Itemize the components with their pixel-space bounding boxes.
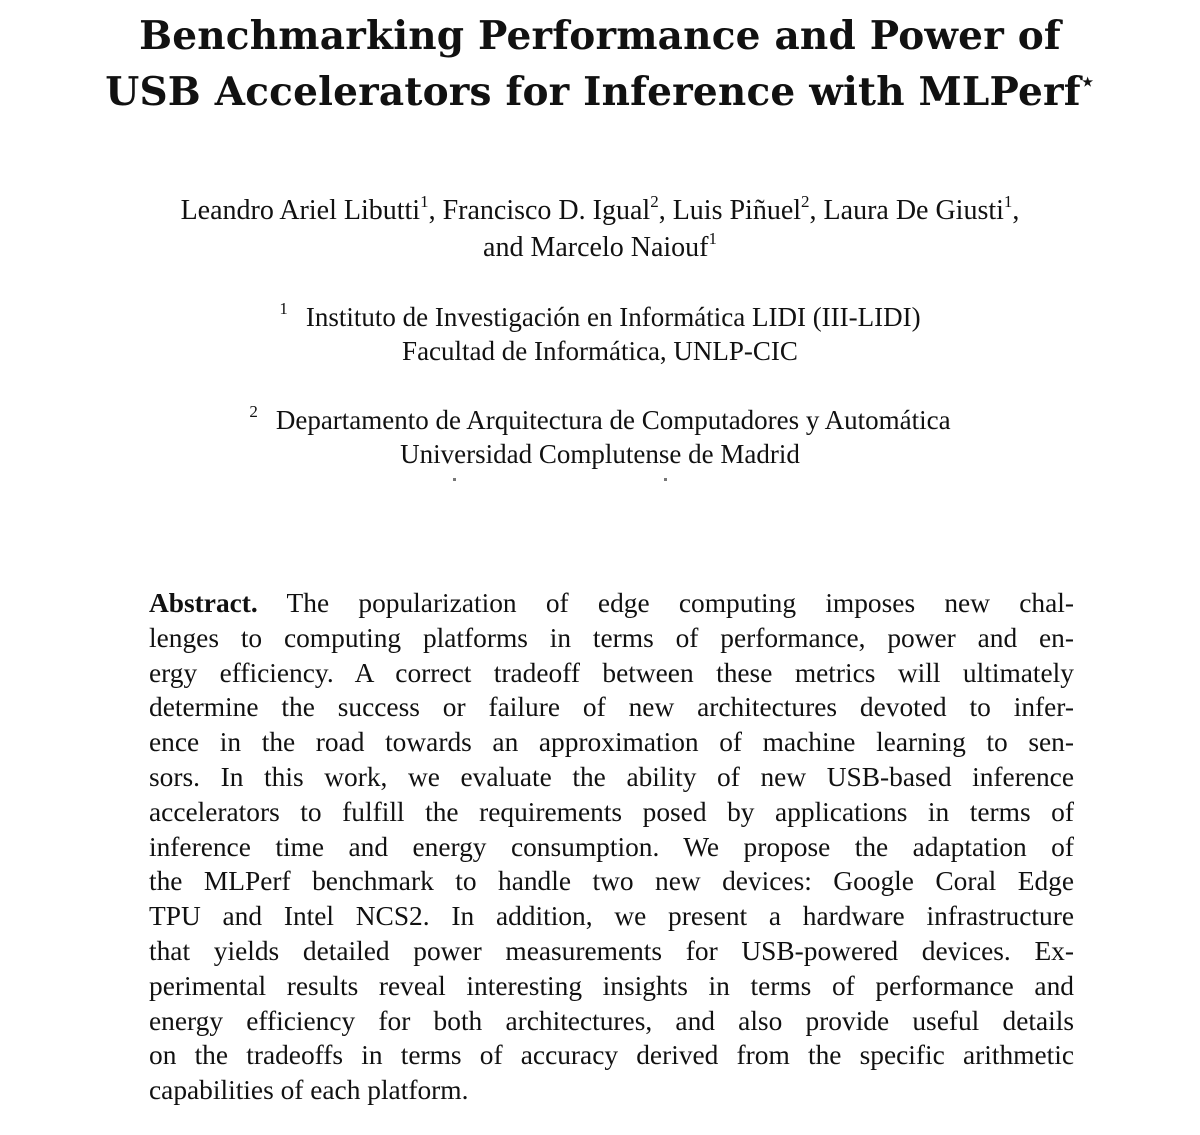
abstract-line: ergy efficiency. A correct tradeoff between these metrics will ultimately <box>149 657 1074 688</box>
abstract-line: determine the success or failure of new architectures devoted to infer- <box>149 692 1074 723</box>
affiliation-2-university: Universidad Complutense de Madrid <box>400 439 800 469</box>
abstract-line <box>149 586 1074 621</box>
author-separator: , <box>658 195 673 226</box>
affiliation-2 <box>40 403 1160 471</box>
affiliation-2-department: Departamento de Arquitectura de Computadores y Automática <box>275 405 951 435</box>
abstract-line: that yields detailed power measurements for USB-powered devices. Ex- <box>149 935 1074 966</box>
author-affil-mark: 1 <box>420 192 429 211</box>
affiliation-2-line-1 <box>40 403 1160 437</box>
title-line-2 <box>40 64 1160 120</box>
abstract-line: sors. In this work, we evaluate the ability of new USB-based inference <box>149 761 1074 792</box>
author-separator: , <box>809 195 824 226</box>
title-footnote-mark: ⋆ <box>1080 69 1095 95</box>
author-line-2 <box>40 229 1160 266</box>
text-remnant-dot <box>664 478 667 481</box>
text-remnant-dot <box>453 478 456 481</box>
abstract-line: the MLPerf benchmark to handle two new devices: Google Coral Edge <box>149 866 1074 897</box>
author-affil-mark: 2 <box>801 192 810 211</box>
abstract-line: perimental results reveal interesting insights in terms of performance and <box>149 970 1074 1001</box>
abstract-line: accelerators to fulfill the requirements posed by applications in terms of <box>149 796 1074 827</box>
abstract <box>149 586 1074 1108</box>
abstract-line: lenges to computing platforms in terms of performance, power and en- <box>149 622 1074 653</box>
cropped-email-line-remnant <box>0 478 1200 484</box>
author-name: Leandro Ariel Libutti <box>180 195 421 226</box>
paper-title <box>40 8 1160 120</box>
abstract-line: ence in the road towards an approximation of machine learning to sen- <box>149 727 1074 758</box>
abstract-line: capabilities of each platform. <box>149 1075 469 1106</box>
author-list <box>40 192 1160 266</box>
affiliation-1-mark: 1 <box>279 299 288 318</box>
abstract-line: inference time and energy consumption. We propose the adaptation of <box>149 831 1074 862</box>
affiliation-1-line-1 <box>40 300 1160 334</box>
author-affil-mark: 2 <box>650 192 659 211</box>
title-line-2-text: USB Accelerators for Inference with MLPerf <box>105 69 1081 115</box>
abstract-line: on the tradeoffs in terms of accuracy derived from the specific arithmetic <box>149 1040 1074 1071</box>
author-affil-mark: 1 <box>708 229 717 248</box>
author-name: and Marcelo Naiouf <box>483 232 709 263</box>
affiliation-1-institute: Instituto de Investigación en Informática LIDI (III-LIDI) <box>305 302 921 332</box>
author-affil-mark: 1 <box>1003 192 1013 211</box>
author-name: Luis Piñuel <box>672 195 802 226</box>
abstract-line: TPU and Intel NCS2. In addition, we present a hardware infrastructure <box>149 901 1074 932</box>
author-name: Francisco D. Igual <box>442 195 651 226</box>
abstract-line: energy efficiency for both architectures, and also provide useful details <box>149 1005 1074 1036</box>
affiliation-2-mark: 2 <box>249 402 258 421</box>
author-separator: , <box>428 195 443 226</box>
abstract-line-text: The popularization of edge computing imposes new chal- <box>286 588 1074 618</box>
title-line-1: Benchmarking Performance and Power of <box>139 13 1061 59</box>
author-separator: , <box>1012 195 1020 226</box>
abstract-label: Abstract. <box>149 588 258 618</box>
author-name: Laura De Giusti <box>823 195 1004 226</box>
author-line-1 <box>40 192 1160 229</box>
affiliation-1-faculty: Facultad de Informática, UNLP-CIC <box>402 336 798 366</box>
affiliation-1 <box>40 300 1160 368</box>
